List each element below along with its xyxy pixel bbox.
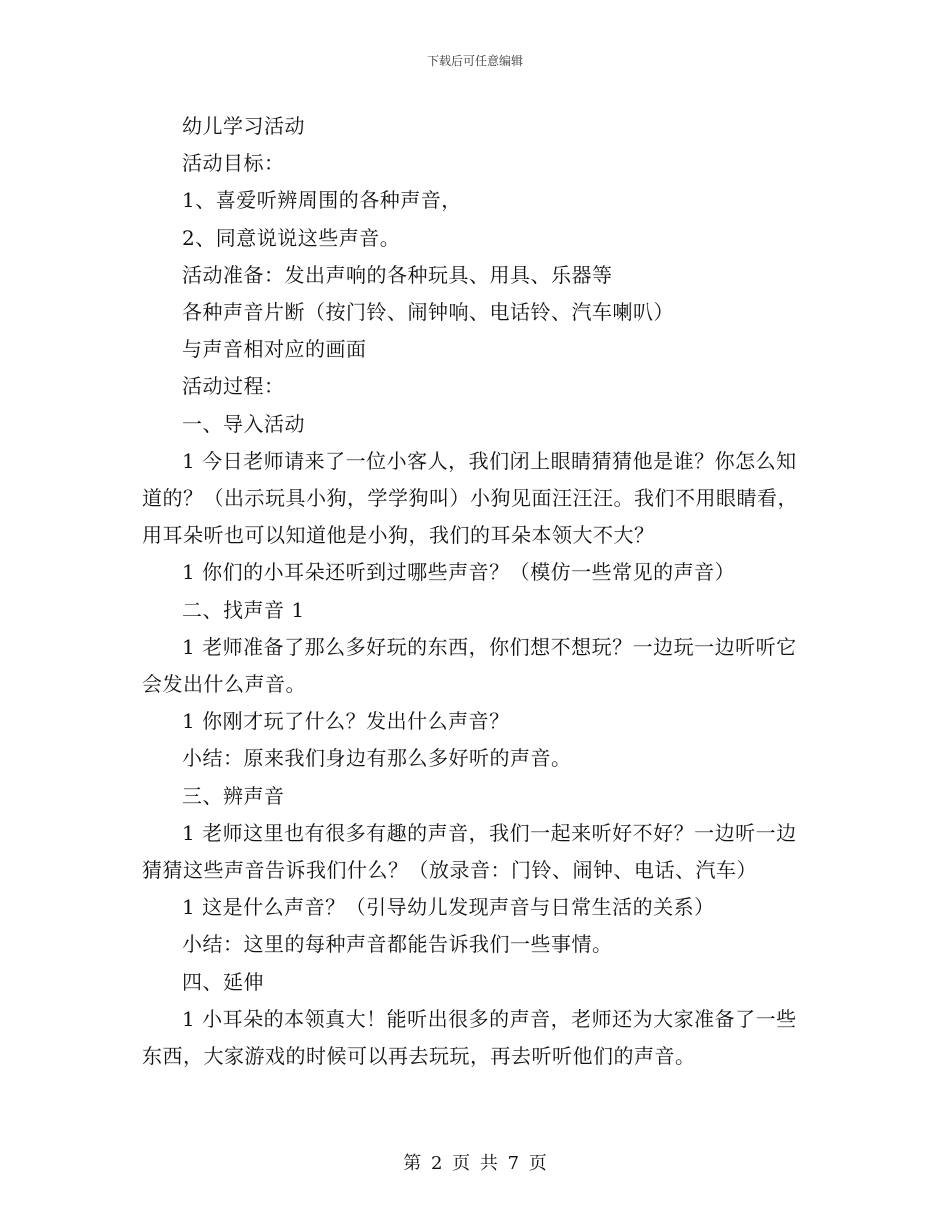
paragraph-pictures: 与声音相对应的画面 (182, 337, 367, 362)
paragraph-section-4-step-1: 1 小耳朵的本领真大！能听出很多的声音，老师还为大家准备了一些东西，大家游戏的时候可以再去玩玩，再去听听他们的声音。 (142, 1006, 797, 1069)
paragraph-goal-2: 2、同意说说这些声音。 (182, 225, 401, 250)
document-body (142, 108, 802, 1075)
paragraph-sound-clips: 各种声音片断（按门铃、闹钟响、电话铃、汽车喇叭） (182, 300, 674, 325)
paragraph-section-2-step-1: 1 老师准备了那么多好玩的东西，你们想不想玩？一边玩一边听听它会发出什么声音。 (142, 634, 797, 697)
paragraph-section-3-summary: 小结：这里的每种声音都能告诉我们一些事情。 (182, 932, 613, 957)
paragraph-preparation: 活动准备：发出声响的各种玩具、用具、乐器等 (182, 262, 613, 287)
paragraph-goals-heading: 活动目标： (182, 151, 285, 176)
page-header-note: 下载后可任意编辑 (426, 54, 523, 68)
paragraph-section-2-step-2: 1 你刚才玩了什么？发出什么声音？ (182, 709, 510, 734)
paragraph-title: 幼儿学习活动 (182, 114, 305, 138)
paragraph-section-3-heading: 三、辨声音 (182, 783, 285, 808)
paragraph-section-2-summary: 小结：原来我们身边有那么多好听的声音。 (182, 746, 572, 771)
paragraph-section-3-step-2: 1 这是什么声音？（引导幼儿发现声音与日常生活的关系） (182, 895, 715, 920)
paragraph-section-1-step-1: 1 今日老师请来了一位小客人，我们闭上眼睛猜猜他是谁？你怎么知道的？（出示玩具小狗，学学狗叫）小狗见面汪汪汪。我们不用眼睛看，用耳朵听也可以知道他是小狗，我们的耳朵本领大不大？ (142, 448, 798, 548)
paragraph-section-1-heading: 一、导入活动 (182, 411, 305, 436)
paragraph-goal-1: 1、喜爱听辨周围的各种声音， (182, 188, 462, 213)
paragraph-process-heading: 活动过程： (182, 374, 285, 399)
page-number-footer: 第 2 页 共 7 页 (403, 1153, 547, 1174)
paragraph-section-4-heading: 四、延伸 (182, 969, 264, 994)
paragraph-section-1-step-2: 1 你们的小耳朵还听到过哪些声音？（模仿一些常见的声音） (182, 560, 736, 585)
paragraph-section-3-step-1: 1 老师这里也有很多有趣的声音，我们一起来听好不好？一边听一边猜猜这些声音告诉我们什么？（放录音：门铃、闹钟、电话、汽车） (142, 820, 797, 883)
paragraph-section-2-heading: 二、找声音 1 (182, 597, 305, 622)
